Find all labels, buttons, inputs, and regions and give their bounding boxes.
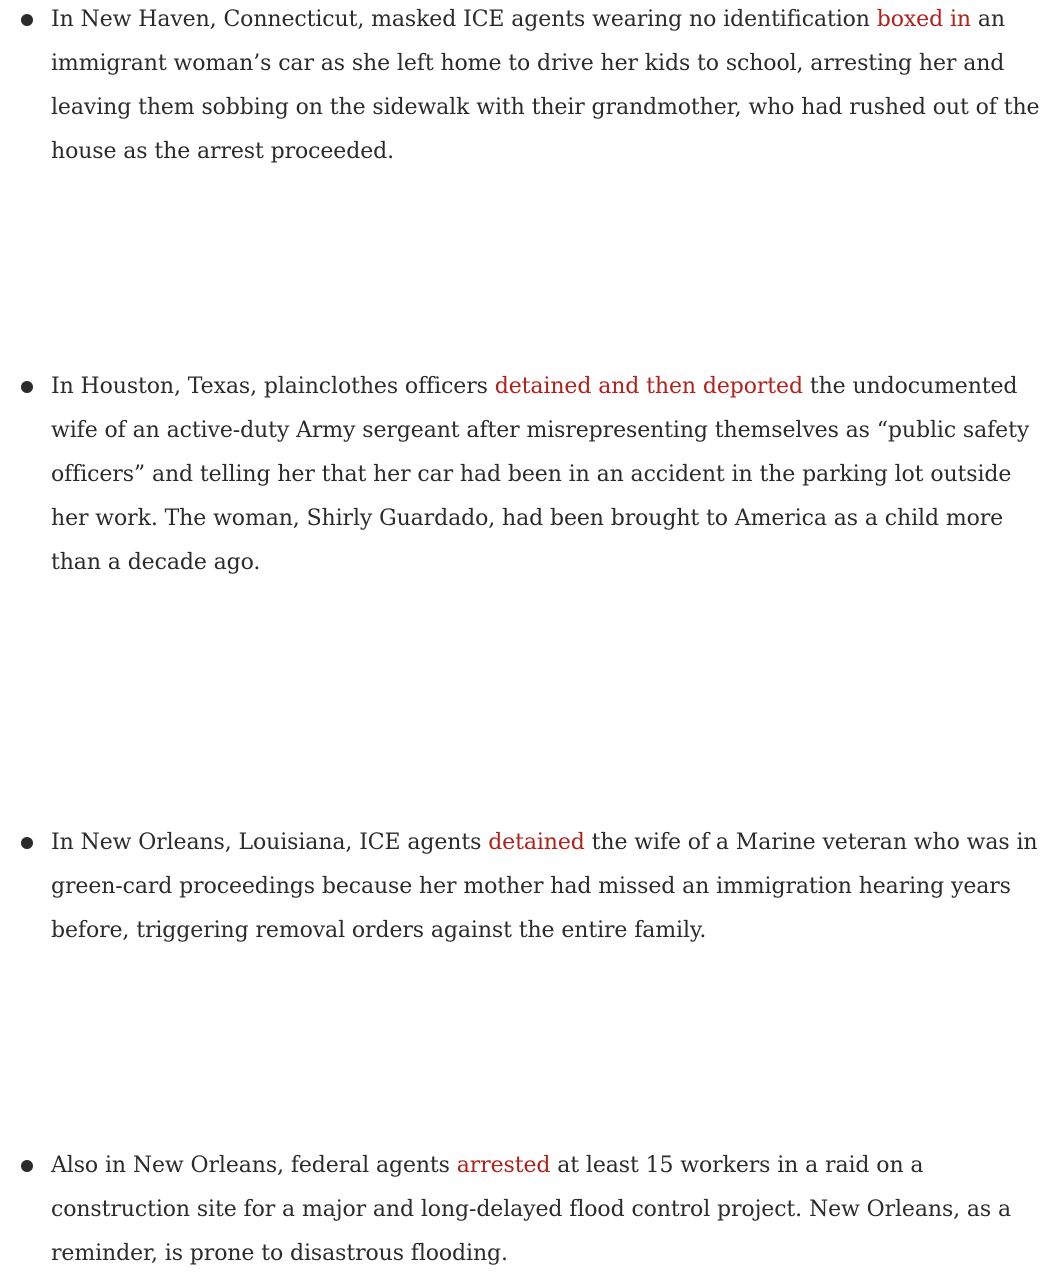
link-detained-and-then-deported[interactable]: detained and then deported <box>494 374 803 399</box>
link-arrested[interactable]: arrested <box>456 1153 551 1178</box>
item-text-after: the undocumented wife of an active-duty Army sergeant after misrepresenting themselves as “public safety officers” and telling her that her car had been in an accident in the parking lot outside her work. The woman, Shirly Guardado, had been brought to America as a child more than a decade ago. <box>51 374 1030 575</box>
item-text-after: an immigrant woman’s car as she left home to drive her kids to school, arresting her and leaving them sobbing on the sidewalk with their grandmother, who had rushed out of the house as the arrest proceeded. <box>51 7 1040 164</box>
list-item <box>0 1144 1061 1276</box>
bullet-icon <box>21 14 33 26</box>
item-text-before: Also in New Orleans, federal agents <box>51 1153 457 1178</box>
item-text-before: In New Orleans, Louisiana, ICE agents <box>51 830 489 855</box>
item-text-before: In Houston, Texas, plainclothes officers <box>51 374 495 399</box>
item-text-after: at least 15 workers in a raid on a construction site for a major and long-delayed flood control project. New Orleans, as a reminder, is prone to disastrous flooding. <box>51 1153 1012 1266</box>
bullet-icon <box>21 1160 33 1172</box>
item-text-after: the wife of a Marine veteran who was in green-card proceedings because her mother had missed an immigration hearing years before, triggering removal orders against the entire family. <box>51 830 1038 943</box>
bullet-icon <box>21 837 33 849</box>
list-item <box>0 821 1061 953</box>
list-item <box>0 365 1061 585</box>
item-text-before: In New Haven, Connecticut, masked ICE agents wearing no identification <box>51 7 877 32</box>
link-detained[interactable]: detained <box>488 830 585 855</box>
bullet-icon <box>21 381 33 393</box>
list-item <box>0 0 1061 174</box>
link-boxed-in[interactable]: boxed in <box>876 7 971 32</box>
